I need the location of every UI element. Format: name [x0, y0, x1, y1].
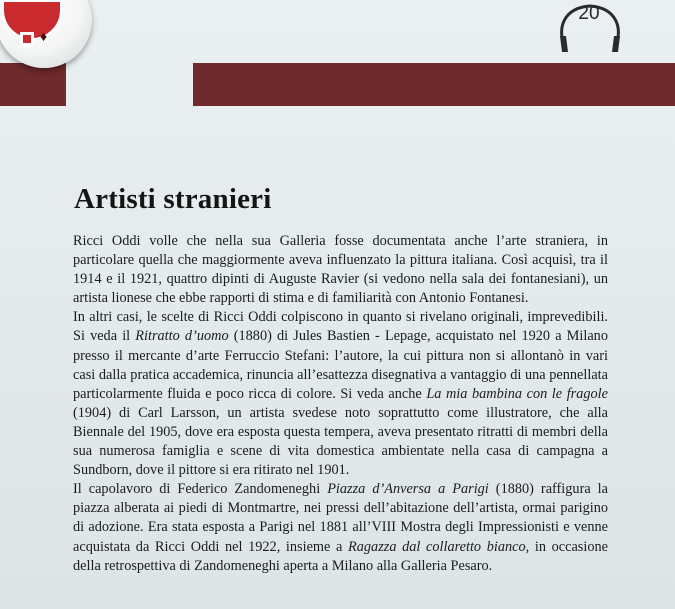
page-title: Artisti stranieri [74, 183, 272, 215]
text-run: (1904) di Carl Larsson, un artista svedese noto soprattutto come illustratore, che alla Biennale del 1905, dove era esposta questa tempera, aveva presentato ritratti di membri della sua numerosa famiglia e scene di vita domestica ambientate nella casa di campagna a Sundborn, dove il pittore si era ritirato nel 1901. [73, 404, 608, 479]
text-run: In altri casi, le scelte di Ricci Oddi colpiscono in quanto si rivelano originali, imprevedibili. Si veda il [73, 309, 608, 345]
shield-icon [20, 32, 34, 48]
artwork-title: Ritratto d’uomo [135, 328, 229, 345]
text-run: (1880) raffigura la piazza alberata ai piedi di Montmartre, nei pressi dell’abitazione dell’artista, ormai parigino di adozione. Era stata esposta a Parigi nel 1881 all’VIII Mostra degli Impressionisti e venne acquistata da Ricci Oddi nel 1922, insieme a [73, 481, 608, 555]
museum-badge [0, 0, 92, 68]
paragraph [73, 480, 608, 575]
right-header-stripe [193, 63, 675, 106]
paragraph [73, 308, 608, 480]
text-run: in occasione della retrospettiva di Zandomeneghi aperta a Milano alla Galleria Pesaro. [73, 538, 608, 574]
paragraph [73, 232, 608, 308]
left-header-stripe [0, 63, 66, 106]
text-run: Il capolavoro di Federico Zandomeneghi [73, 481, 328, 498]
wolf-icon: ♦ [40, 30, 48, 45]
city-crest-icon [2, 0, 62, 45]
artwork-title: Piazza d’Anversa a Parigi [327, 481, 489, 498]
audio-guide-number: 20 [578, 3, 600, 24]
artwork-title: La mia bambina con le fragole [426, 385, 608, 402]
text-run: Ricci Oddi volle che nella sua Galleria fosse documentata anche l’arte straniera, in particolare quella che maggiormente aveva influenzato la pittura italiana. Così acquisì, tra il 1914 e il 1921, quattro dipinti di Auguste Ravier (si vedono nella sala dei fontanesiani), un artista lionese che ebbe rapporti di stima e di familiarità con Antonio Fontanesi. [73, 233, 608, 307]
artwork-title: Ragazza dal collaretto bianco, [348, 538, 530, 555]
text-run: (1880) di Jules Bastien - Lepage, acquistato nel 1920 a Milano presso il mercante d’arte Ferruccio Stefani: l’autore, la cui pittura non si allontanò in vari casi dalla pratica accademica, rinuncia all’esattezza disegnativa a vantaggio di una pennellata particolarmente fluida e poco ricca di colore. Si veda anche [73, 328, 608, 402]
body-text [73, 232, 608, 576]
